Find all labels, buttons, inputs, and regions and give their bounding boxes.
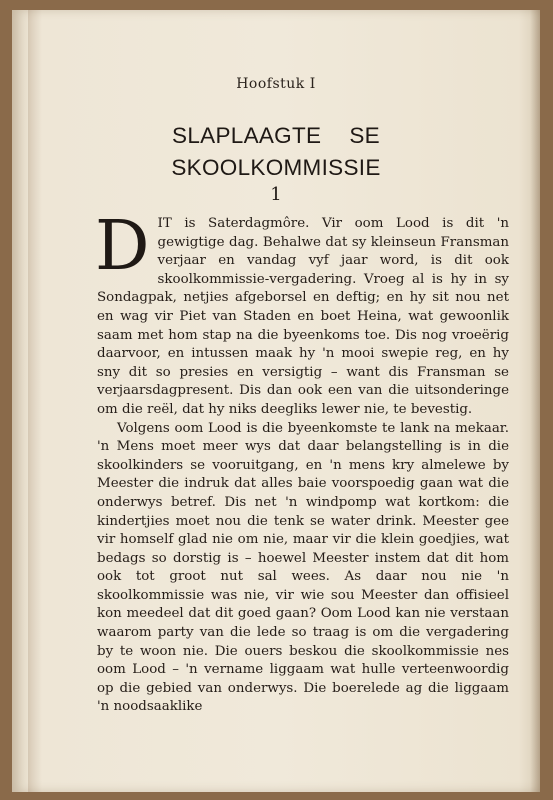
drop-cap: D [95, 207, 150, 286]
paragraph-1 [95, 207, 509, 420]
section-number: 1 [270, 184, 282, 205]
title-word-1: SLAPLAAGTE [172, 123, 322, 148]
chapter-heading: Hoofstuk I [236, 76, 316, 92]
book-page [12, 10, 540, 792]
paragraph-2: Volgens oom Lood is die byeenkomste te lank na mekaar. 'n Mens moet meer wys dat daar belangstelling is in die skoolkinders se vooruitgang, en 'n mens kry almelewe by Meester die indruk dat alles baie voorspoedig gaan wat die onderwys betref. Dis net 'n windpomp wat kortkom: die kindertjies moet nou die tenk se water drink. Meester gee vir homself glad nie om nie, maar vir die klein goedjies, wat bedags so dorstig is – hoewel Meester instem dat dit hom ook tot groot nut sal wees. As daar nou nie 'n skoolkommissie was nie, vir wie sou Meester dan offisieel kon meedeel dat dit goed gaan? Oom Lood kan nie verstaan waarom party van die lede so traag is om die vergadering by te woon nie. Die ouers beskou die skoolkommissie nes oom Lood – 'n vername liggaam wat hulle verteenwoordig op die gebied van onderwys. Die boerelede ag die liggaam 'n noodsaaklike [97, 420, 509, 715]
title-line-2: SKOOLKOMMISSIE [171, 155, 381, 180]
title-word-2: SE [349, 123, 380, 148]
body-text [95, 207, 509, 717]
paragraph-1-text: IT is Saterdagmôre. Vir oom Lood is dit 'n gewigtige dag. Behalwe dat sy kleinseun Fransman verjaar en vandag vyf jaar word, is dit ook skoolkommissie-vergadering. Vroeg al is hy in sy Sondagpak, netjies afgeborsel en deftig; en hy sit nou net en wag vir Piet van Staden en boet Heina, wat gewoonlik saam met hom stap na die byeenkoms toe. Dis nog vroeërig daarvoor, en intussen maak hy 'n mooi swepie reg, en hy sny dit so presies en versigtig – want dis Fransman se verjaarsdagpresent. Dis dan ook een van die uitsonderinge om die reël, dat hy niks deegliks lewer nie, te bevestig. [97, 216, 509, 417]
chapter-title [12, 120, 540, 184]
